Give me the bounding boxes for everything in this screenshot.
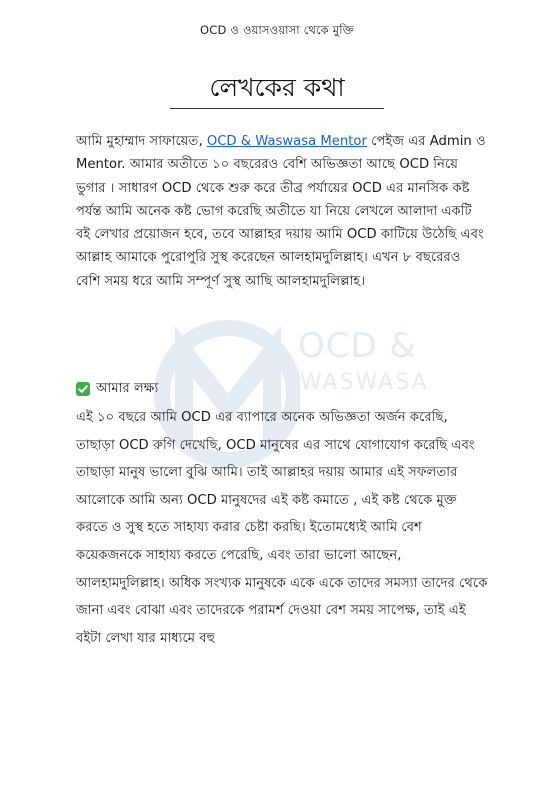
title-underline: [170, 108, 384, 109]
goal-section-heading: [76, 378, 158, 400]
goal-paragraph: এই ১০ বছরে আমি OCD এর ব্যাপারে অনেক অভিজ্ঞতা অর্জন করেছি, তাছাড়া OCD রুগি দেখেছি, OCD মানুষের এর সাথে যোগাযোগ করেছি এবং তাছাড়া মানুষ ভালো বুঝি আমি। তাই আল্লাহর দয়ায় আমার এই সফলতার আলোকে আমি অন্য OCD মানুষদের এই কষ্ট কমাতে , এই কষ্ট থেকে মুক্ত করতে ও সুস্থ হতে সাহায্য করার চেষ্টা করছি। ইতোমধ্যেই আমি বেশ কয়েকজনকে সাহায্য করতে পেরেছি, এবং তারা ভালো আছেন, আলহামদুলিল্লাহ। অধিক সংখ্যক মানুষকে একে একে তাদের সমস্যা তাদের থেকে জানা এবং বোঝা এবং তাদেরকে পরামর্শ দেওয়া বেশ সময় সাপেক্ষ, তাই এই বইটা লেখা যার মাধ্যমে বহু: [76, 410, 488, 646]
running-header: OCD ও ওয়াসওয়াসা থেকে মুক্তি: [200, 23, 354, 37]
mentor-page-link[interactable]: OCD & Waswasa Mentor: [206, 134, 367, 149]
check-mark-icon: [76, 382, 90, 396]
watermark-text-line2: WASWASA: [300, 370, 429, 395]
intro-text-start: আমি মুহাম্মাদ সাফায়েত,: [76, 134, 207, 149]
watermark-text-line1: OCD &: [298, 326, 418, 366]
goal-heading-text: আমার লক্ষ্য: [96, 381, 159, 396]
page-title: লেখকের কথা: [209, 73, 345, 102]
intro-paragraph: [76, 130, 488, 293]
intro-text-rest: পেইজ এর Admin ও Mentor. আমার অতীতে ১০ বছরেরও বেশি অভিজ্ঞতা আছে OCD নিয়ে ভুগার । সাধারণ OCD থেকে শুরু করে তীব্র পর্যায়ের OCD এর মানসিক কষ্ট পর্যন্ত আমি অনেক কষ্ট ভোগ করেছি অতীতে যা নিয়ে লেখলে আলাদা একটি বই লেখার প্রয়োজন হবে, তবে আল্লাহর দয়ায় আমি OCD কাটিয়ে উঠেছি এবং আল্লাহ আমাকে পুরোপুরি সুস্থ করেছেন আলহামদুলিল্লাহ। এখন ৮ বছরেরও বেশি সময় ধরে আমি সম্পূর্ণ সুস্থ আছি আলহামদুলিল্লাহ।: [76, 134, 486, 289]
